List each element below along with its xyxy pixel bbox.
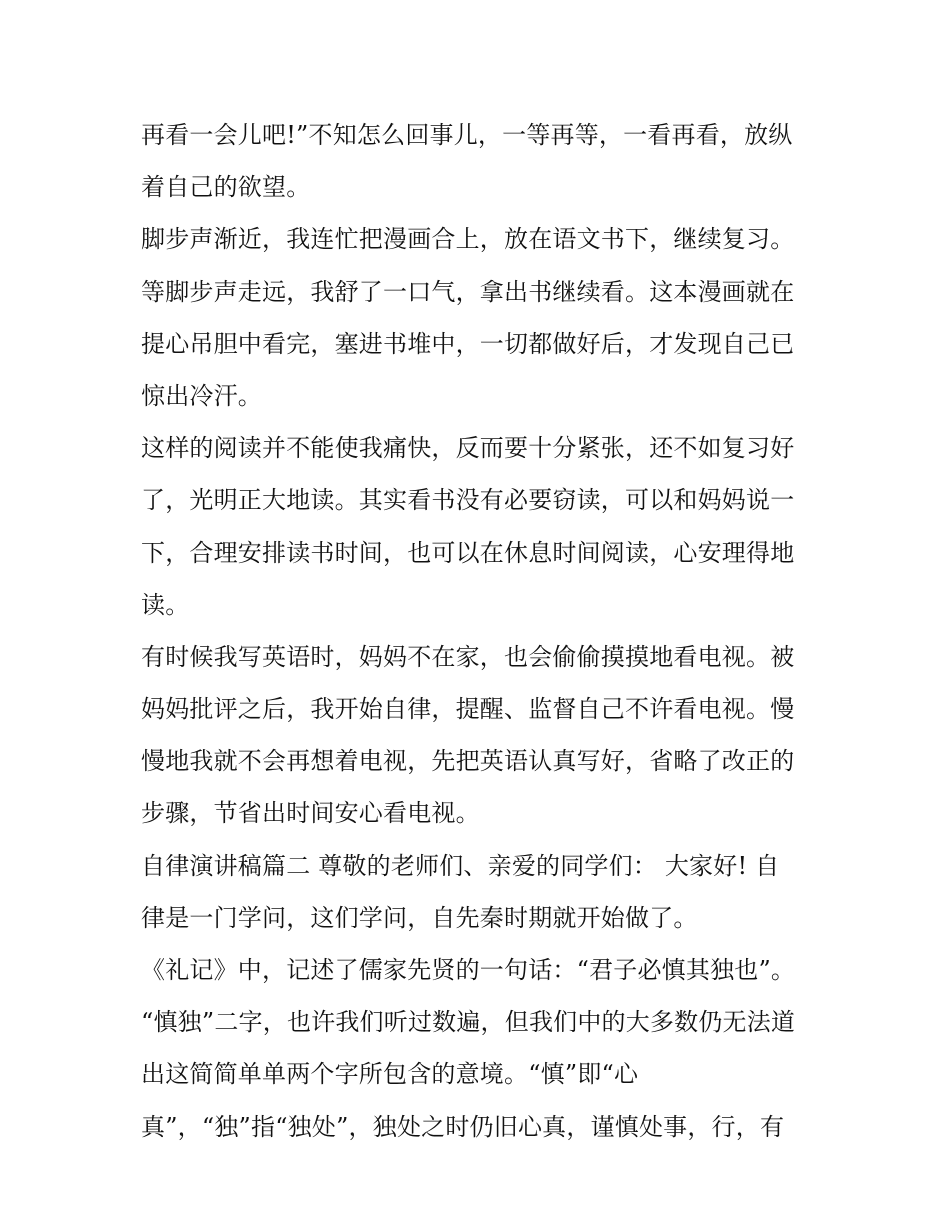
text-line: 惊出冷汗。 — [141, 381, 262, 410]
text-line: 着自己的欲望。 — [141, 173, 311, 202]
text-line: 再看一会儿吧!”不知怎么回事儿，一等再等，一看再看，放纵 — [141, 121, 793, 149]
text-line: 下，合理安排读书时间，也可以在休息时间阅读，心安理得地 — [141, 538, 795, 567]
text-line: 自律演讲稿篇二 尊敬的老师们、亲爱的同学们： 大家好! 自 — [141, 851, 780, 880]
text-line: 脚步声渐近，我连忙把漫画合上，放在语文书下，继续复习。 — [141, 225, 795, 254]
text-line: 《礼记》中，记述了儒家先贤的一句话：“君子必慎其独也”。 — [141, 956, 796, 984]
text-line: 有时候我写英语时，妈妈不在家，也会偷偷摸摸地看电视。被 — [141, 642, 795, 671]
text-line: 提心吊胆中看完，塞进书堆中，一切都做好后，才发现自己已 — [141, 329, 795, 358]
text-line: “慎独”二字，也许我们听过数遍，但我们中的大多数仍无法道 — [141, 1008, 796, 1037]
text-line: 出这简简单单两个字所包含的意境。“慎”即“心 — [141, 1060, 639, 1089]
text-line: 了，光明正大地读。其实看书没有必要窃读，可以和妈妈说一 — [141, 486, 795, 515]
text-line: 这样的阅读并不能使我痛快，反而要十分紧张，还不如复习好 — [141, 434, 795, 463]
document-body — [141, 109, 821, 1153]
text-line: 律是一门学问，这们学问，自先秦时期就开始做了。 — [141, 903, 698, 932]
text-line: 真”，“独”指“独处”，独处之时仍旧心真，谨慎处事，行，有 — [141, 1112, 785, 1141]
text-line: 等脚步声走远，我舒了一口气，拿出书继续看。这本漫画就在 — [141, 277, 795, 306]
text-line: 读。 — [141, 590, 190, 619]
text-line: 步骤，节省出时间安心看电视。 — [141, 799, 480, 828]
text-line: 妈妈批评之后，我开始自律，提醒、监督自己不许看电视。慢 — [141, 695, 795, 724]
text-line: 慢地我就不会再想着电视，先把英语认真写好，省略了改正的 — [141, 747, 795, 776]
